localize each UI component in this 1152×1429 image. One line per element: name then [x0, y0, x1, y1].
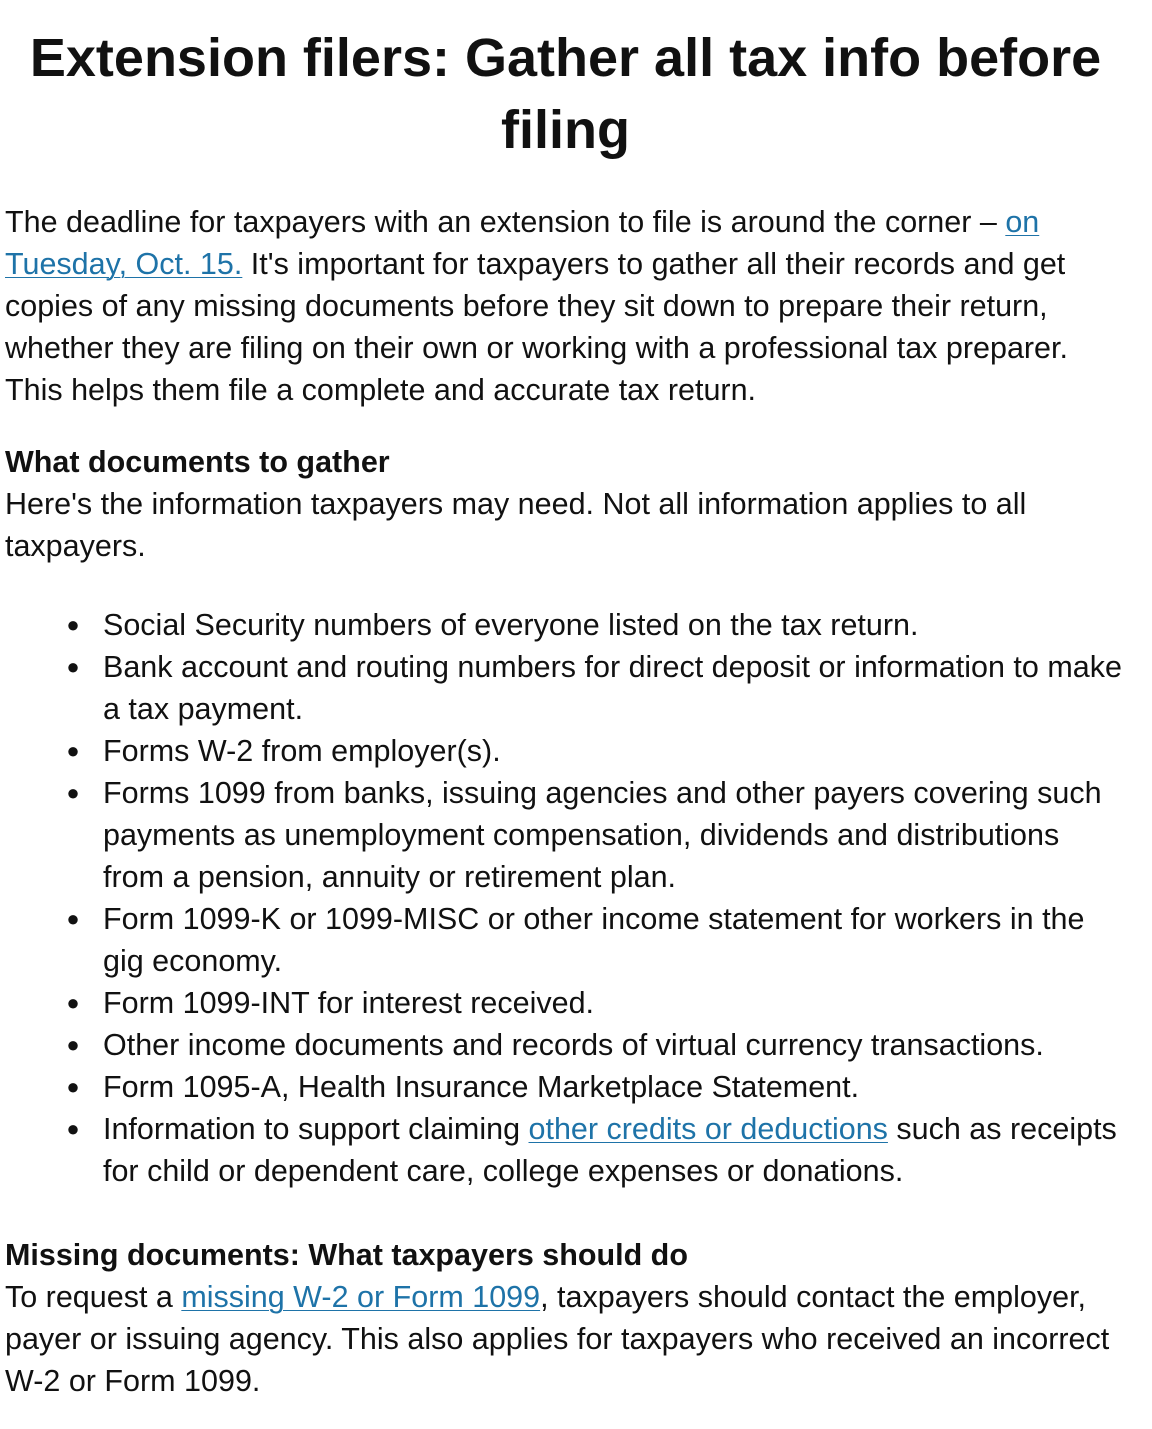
list-item — [66, 982, 1126, 1024]
list-item — [66, 1024, 1126, 1066]
documents-section — [5, 441, 1126, 567]
list-item-text-before: Information to support claiming — [103, 1112, 529, 1146]
list-item-text: Forms 1099 from banks, issuing agencies and other payers covering such payments as unemployment compensation, dividends and distributions from a pension, annuity or retirement plan. — [103, 776, 1102, 894]
list-item — [66, 1108, 1126, 1192]
list-item — [66, 730, 1126, 772]
bullet-icon: ● — [66, 780, 80, 805]
list-item-text-after: such as receipts for child or dependent care, college expenses or donations. — [103, 1112, 1117, 1188]
credits-deductions-link[interactable]: other credits or deductions — [528, 1112, 888, 1146]
missing-text-before: To request a — [5, 1280, 182, 1314]
documents-heading: What documents to gather — [5, 445, 390, 479]
list-item — [66, 772, 1126, 898]
bullet-icon: ● — [66, 1032, 80, 1057]
intro-text-before: The deadline for taxpayers with an extension to file is around the corner – — [5, 205, 1006, 239]
bullet-icon: ● — [66, 906, 80, 931]
bullet-icon: ● — [66, 1074, 80, 1099]
list-item — [66, 1066, 1126, 1108]
list-item-text: Forms W-2 from employer(s). — [103, 734, 501, 768]
intro-text-after: It's important for taxpayers to gather all their records and get copies of any missing documents before they sit down to prepare their return, whether they are filing on their own or working with a professional tax preparer. This helps them file a complete and accurate tax return. — [5, 247, 1068, 407]
list-item — [66, 604, 1126, 646]
bullet-icon: ● — [66, 990, 80, 1015]
list-item-text: Form 1095-A, Health Insurance Marketplace Statement. — [103, 1070, 860, 1104]
list-item-text: Bank account and routing numbers for direct deposit or information to make a tax payment. — [103, 650, 1122, 726]
list-item-text: Form 1099-INT for interest received. — [103, 986, 595, 1020]
bullet-icon: ● — [66, 1116, 80, 1141]
documents-description: Here's the information taxpayers may need. Not all information applies to all taxpayers. — [5, 487, 1027, 563]
bullet-icon: ● — [66, 612, 80, 637]
documents-list — [5, 604, 1126, 1192]
list-item-text: Social Security numbers of everyone listed on the tax return. — [103, 608, 919, 642]
list-item-text: Form 1099-K or 1099-MISC or other income statement for workers in the gig economy. — [103, 902, 1085, 978]
bullet-icon: ● — [66, 654, 80, 679]
missing-documents-heading: Missing documents: What taxpayers should do — [5, 1238, 688, 1272]
bullet-icon: ● — [66, 738, 80, 763]
list-item — [66, 646, 1126, 730]
missing-text-after: , taxpayers should contact the employer, payer or issuing agency. This also applies for taxpayers who received an incorrect W-2 or Form 1099. — [5, 1280, 1110, 1398]
missing-w2-link[interactable]: missing W-2 or Form 1099 — [181, 1280, 541, 1314]
intro-paragraph — [5, 201, 1126, 411]
page-title: Extension filers: Gather all tax info before filing — [29, 28, 1102, 160]
list-item — [66, 898, 1126, 982]
deadline-date-link[interactable]: on Tuesday, Oct. 15. — [5, 205, 1040, 281]
list-item-text: Other income documents and records of virtual currency transactions. — [103, 1028, 1044, 1062]
missing-documents-section — [5, 1234, 1126, 1402]
